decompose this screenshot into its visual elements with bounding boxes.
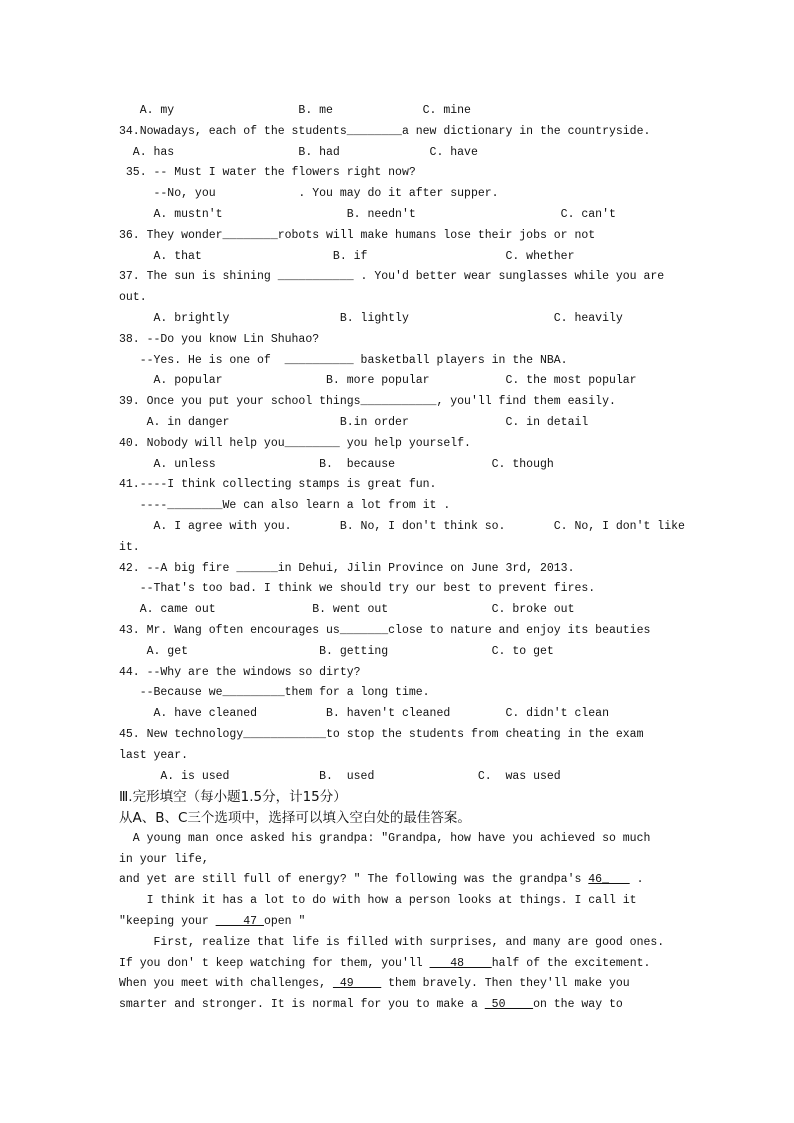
line-text: 34.Nowadays, each of the students________a new dictionary in the countryside. <box>119 124 651 138</box>
text-line <box>119 995 719 1016</box>
text-line <box>119 870 719 891</box>
text-line <box>119 891 719 912</box>
exam-page <box>119 101 719 1016</box>
line-text: A. get B. getting C. to get <box>119 644 554 658</box>
text-line <box>119 351 719 372</box>
text-line <box>119 912 719 933</box>
line-text: half of the excitement. <box>491 956 651 970</box>
text-line <box>119 559 719 580</box>
line-text: smarter and stronger. It is normal for you to make a <box>119 998 485 1012</box>
text-line <box>119 600 719 621</box>
text-line <box>119 413 719 434</box>
line-text: open ″ <box>263 915 306 929</box>
line-text: A. have cleaned B. haven't cleaned C. didn't clean <box>119 707 609 721</box>
text-line <box>119 579 719 600</box>
line-text: in your life, <box>119 852 209 866</box>
line-text: A. mustn't B. needn't C. can't <box>119 207 616 221</box>
text-line <box>119 954 719 975</box>
text-line <box>119 496 719 517</box>
line-text: them bravely. Then they'll make you <box>381 977 630 991</box>
line-text: and yet are still full of energy? ″ The following was the grandpa's <box>119 873 589 887</box>
text-line <box>119 538 719 559</box>
text-line <box>119 455 719 476</box>
line-text: . <box>629 873 644 887</box>
text-line <box>119 122 719 143</box>
answer-blank: 49 <box>332 977 382 991</box>
answer-blank: 47 <box>215 915 264 929</box>
line-text: A young man once asked his grandpa: ″Grandpa, how have you achieved so much <box>119 831 651 845</box>
text-line <box>119 850 719 871</box>
text-line <box>119 475 719 496</box>
line-text: 40. Nobody will help you________ you help yourself. <box>119 436 471 450</box>
line-text: 44. --Why are the windows so dirty? <box>119 665 361 679</box>
line-text: out. <box>119 291 147 305</box>
line-text: When you meet with challenges, <box>119 977 333 991</box>
text-line <box>119 371 719 392</box>
line-text: A. in danger B.in order C. in detail <box>119 415 589 429</box>
line-text: 43. Mr. Wang often encourages us_______close to nature and enjoy its beauties <box>119 623 651 637</box>
line-text: --Yes. He is one of __________ basketball players in the NBA. <box>119 353 568 367</box>
text-line <box>119 808 719 829</box>
text-line <box>119 517 719 538</box>
line-text: 37. The sun is shining ___________ . You'd better wear sunglasses while you are <box>119 270 665 284</box>
line-text: 36. They wonder________robots will make humans lose their jobs or not <box>119 228 596 242</box>
text-line <box>119 309 719 330</box>
line-text: it. <box>119 540 140 554</box>
answer-blank: 46_ <box>588 873 630 887</box>
answer-blank: 50 <box>484 998 534 1012</box>
text-line <box>119 184 719 205</box>
text-line <box>119 163 719 184</box>
line-text: 从A、B、C三个选项中，选择可以填入空白处的最佳答案。 <box>119 810 471 827</box>
text-line <box>119 101 719 122</box>
line-text: last year. <box>119 748 189 762</box>
text-line <box>119 746 719 767</box>
text-line <box>119 974 719 995</box>
text-line <box>119 226 719 247</box>
line-text: A. brightly B. lightly C. heavily <box>119 311 623 325</box>
line-text: on the way to <box>533 998 623 1012</box>
line-text: First, realize that life is filled with surprises, and many are good ones. <box>119 935 665 949</box>
text-line <box>119 642 719 663</box>
text-line <box>119 143 719 164</box>
text-line <box>119 247 719 268</box>
line-text: 35. -- Must I water the flowers right now? <box>119 166 416 180</box>
text-line <box>119 205 719 226</box>
line-text: A. unless B. because C. though <box>119 457 554 471</box>
line-text: 41.----I think collecting stamps is great fun. <box>119 478 437 492</box>
text-line <box>119 704 719 725</box>
line-text: ″keeping your <box>119 915 216 929</box>
line-text: --No, you . You may do it after supper. <box>119 187 499 201</box>
line-text: 38. --Do you know Lin Shuhao? <box>119 332 320 346</box>
text-line <box>119 933 719 954</box>
line-text: A. I agree with you. B. No, I don't think so. C. No, I don't like <box>119 519 685 533</box>
line-text: 42. --A big fire ______in Dehui, Jilin Province on June 3rd, 2013. <box>119 561 575 575</box>
line-text: ----________We can also learn a lot from it . <box>119 499 451 513</box>
line-text: A. has B. had C. have <box>119 145 478 159</box>
text-line <box>119 663 719 684</box>
text-line <box>119 288 719 309</box>
line-text: A. my B. me C. mine <box>119 104 471 117</box>
line-text: A. came out B. went out C. broke out <box>119 603 575 617</box>
line-text: --That's too bad. I think we should try our best to prevent fires. <box>119 582 596 596</box>
text-line <box>119 767 719 788</box>
line-text: Ⅲ.完形填空（每小题1.5分，计15分） <box>119 789 347 806</box>
text-line <box>119 330 719 351</box>
line-text: 39. Once you put your school things___________, you'll find them easily. <box>119 395 616 409</box>
text-line <box>119 434 719 455</box>
text-line <box>119 829 719 850</box>
line-text: A. that B. if C. whether <box>119 249 575 263</box>
line-text: A. is used B. used C. was used <box>119 769 561 783</box>
text-line <box>119 787 719 808</box>
text-line <box>119 267 719 288</box>
answer-blank: 48 <box>429 956 492 970</box>
line-text: 45. New technology____________to stop the students from cheating in the exam <box>119 727 644 741</box>
line-text: I think it has a lot to do with how a person looks at things. I call it <box>119 894 637 908</box>
text-line <box>119 725 719 746</box>
text-line <box>119 683 719 704</box>
line-text: A. popular B. more popular C. the most popular <box>119 374 637 388</box>
text-line <box>119 392 719 413</box>
line-text: --Because we_________them for a long time. <box>119 686 430 700</box>
text-line <box>119 621 719 642</box>
line-text: If you don' t keep watching for them, you'll <box>119 956 430 970</box>
